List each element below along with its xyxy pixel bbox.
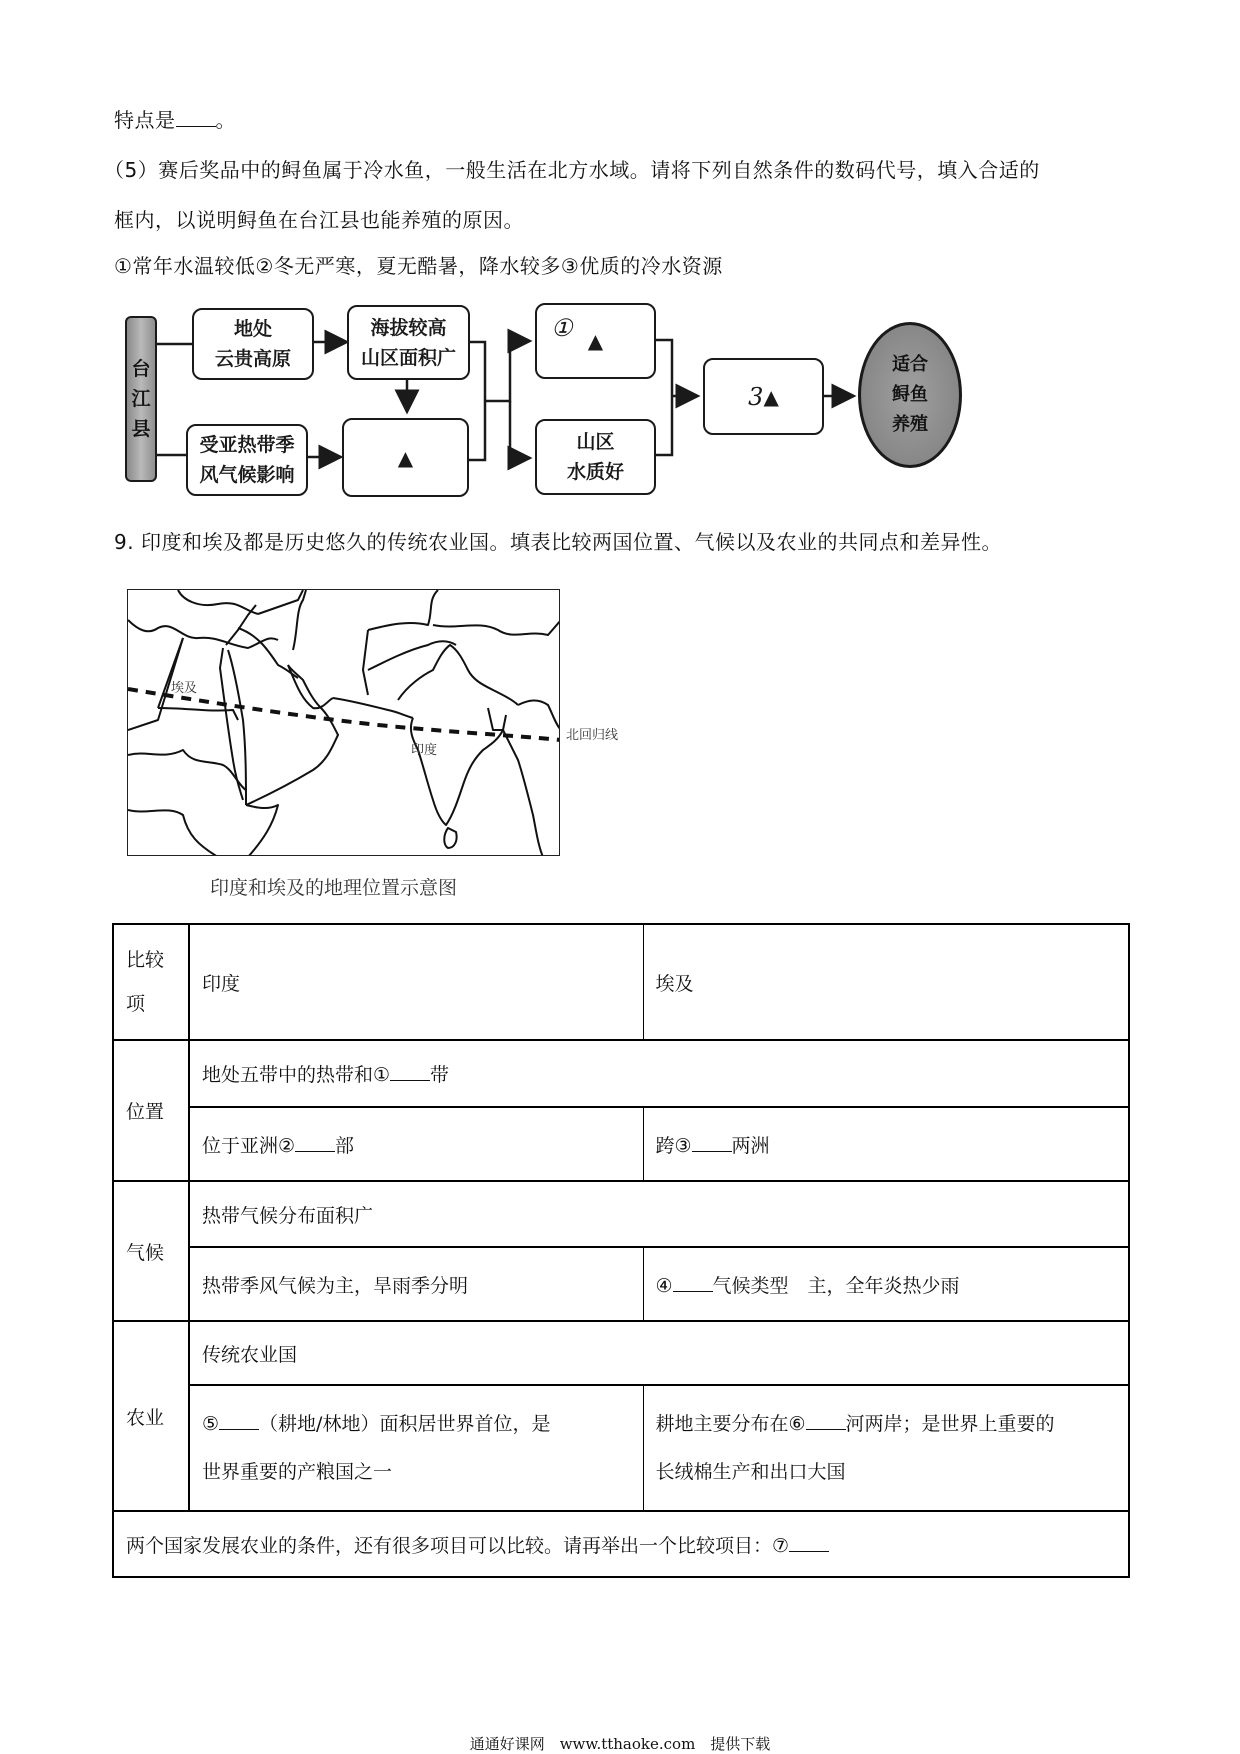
sinai bbox=[226, 605, 256, 645]
connector-altitude-right bbox=[469, 342, 485, 460]
cell-text: 两个国家发展农业的条件，还有很多项目可以比较。请再举出一个比较项目：⑦ bbox=[126, 1534, 790, 1557]
table-row-agriculture-diff bbox=[113, 1385, 1129, 1511]
box-text: 海拔较高 bbox=[370, 316, 447, 339]
bangladesh bbox=[488, 708, 506, 730]
connector-split-lower bbox=[510, 401, 530, 458]
cell-extra-item bbox=[113, 1511, 1129, 1577]
cell-text: 河两岸；是世界上重要的 bbox=[845, 1413, 1055, 1435]
box-plateau bbox=[192, 308, 314, 380]
cell-climate-common: 热带气候分布面积广 bbox=[189, 1181, 1129, 1247]
box-monsoon bbox=[186, 424, 308, 496]
cell-text: 两洲 bbox=[731, 1134, 770, 1157]
table-row-location-diff bbox=[113, 1107, 1129, 1181]
answer-blank-4[interactable] bbox=[673, 1273, 713, 1292]
header-india: 印度 bbox=[189, 924, 643, 1040]
connector-split bbox=[485, 341, 530, 401]
answer-blank-2[interactable] bbox=[295, 1133, 335, 1152]
cell-climate-egypt bbox=[643, 1247, 1129, 1321]
question-9-prompt: 9. 印度和埃及都是历史悠久的传统农业国。填表比较两国位置、气候以及农业的共同点和差异性。 bbox=[114, 530, 1002, 554]
page-footer: 通通好课网 www.tthaoke.com 提供下载 bbox=[469, 1735, 771, 1753]
county-label-box bbox=[125, 316, 157, 482]
border-africa-south bbox=[128, 810, 218, 856]
table-row-climate-common bbox=[113, 1181, 1129, 1247]
coastline-north-africa bbox=[128, 620, 278, 648]
border-india-north bbox=[398, 645, 518, 705]
table-row-location-common bbox=[113, 1040, 1129, 1107]
question-5-line-1: （5）赛后奖品中的鲟鱼属于冷水鱼，一般生活在北方水域。请将下列自然条件的数码代号，填入合适的 bbox=[104, 158, 1040, 182]
box-text: 水质好 bbox=[566, 461, 624, 483]
row-label-location: 位置 bbox=[113, 1040, 189, 1181]
box-text: 风气候影响 bbox=[199, 464, 295, 486]
triangle-marker-icon: ▲ bbox=[397, 445, 414, 470]
cell-climate-india: 热带季风气候为主，旱雨季分明 bbox=[189, 1247, 643, 1321]
map-outline bbox=[128, 590, 560, 856]
comparison-table bbox=[112, 923, 1130, 1578]
triangle-marker-icon: ▲ bbox=[763, 384, 779, 409]
border-iran-east bbox=[363, 630, 368, 695]
options-list: ①常年水温较低②冬无严寒，夏无酷暑，降水较多③优质的冷水资源 bbox=[114, 254, 723, 278]
border-arabia-north bbox=[238, 628, 298, 678]
answer-blank-6[interactable] bbox=[806, 1411, 846, 1430]
text: 。 bbox=[215, 108, 236, 132]
box-answer-one[interactable] bbox=[535, 303, 656, 379]
box-blank-answer[interactable] bbox=[342, 418, 469, 497]
table-row-extra-item bbox=[113, 1511, 1129, 1577]
cell-location-common bbox=[189, 1040, 1129, 1107]
result-text: 适合 bbox=[892, 354, 928, 375]
row-label-climate: 气候 bbox=[113, 1181, 189, 1321]
box-altitude bbox=[347, 305, 470, 380]
myanmar-coast bbox=[503, 730, 543, 856]
handwritten-mark: ① bbox=[551, 314, 573, 342]
horn-africa bbox=[246, 805, 278, 856]
border-myanmar bbox=[518, 700, 560, 730]
table-header-row bbox=[113, 924, 1129, 1040]
row-label-agriculture: 农业 bbox=[113, 1321, 189, 1511]
handwritten-mark: 3 bbox=[748, 382, 764, 411]
box-text: 受亚热带季 bbox=[199, 434, 295, 456]
answer-blank-3[interactable] bbox=[692, 1133, 732, 1152]
box-text: 山区 bbox=[576, 431, 615, 453]
cell-text: ④ bbox=[655, 1274, 673, 1297]
header-compare-item bbox=[113, 924, 189, 1040]
answer-blank-5[interactable] bbox=[219, 1411, 259, 1430]
cell-text: 部 bbox=[335, 1134, 355, 1157]
box-water-quality bbox=[535, 419, 656, 495]
coastline-med-north bbox=[178, 590, 258, 614]
result-text: 养殖 bbox=[892, 414, 928, 435]
header-egypt: 埃及 bbox=[643, 924, 1129, 1040]
cell-text: 世界重要的产粮国之一 bbox=[202, 1461, 393, 1483]
answer-blank-1[interactable] bbox=[390, 1062, 430, 1081]
border-china bbox=[433, 620, 560, 635]
table-row-agriculture-common bbox=[113, 1321, 1129, 1385]
cell-text: （耕地/林地）面积居世界首位，是 bbox=[259, 1413, 551, 1435]
coastline-arabia bbox=[246, 665, 338, 805]
county-char: 县 bbox=[131, 418, 151, 440]
cell-location-india bbox=[189, 1107, 643, 1181]
text: 特点是 bbox=[114, 108, 176, 132]
sri-lanka bbox=[444, 828, 456, 848]
cell-agriculture-india bbox=[189, 1385, 643, 1511]
cell-text: 比较项 bbox=[126, 949, 165, 1015]
box-text: 云贵高原 bbox=[214, 348, 291, 370]
question-5-line-2: 框内，以说明鲟鱼在台江县也能养殖的原因。 bbox=[114, 208, 524, 232]
county-char: 台 bbox=[131, 358, 151, 380]
border-pakistan bbox=[368, 641, 456, 670]
answer-blank-7[interactable] bbox=[789, 1533, 829, 1552]
cell-location-egypt bbox=[643, 1107, 1129, 1181]
answer-blank[interactable] bbox=[176, 108, 216, 127]
cell-text: 长绒棉生产和出口大国 bbox=[655, 1461, 846, 1483]
connector-merge bbox=[656, 340, 672, 455]
result-oval bbox=[858, 322, 962, 468]
table-row-climate-diff bbox=[113, 1247, 1129, 1321]
county-char: 江 bbox=[131, 388, 151, 410]
map-label-tropic-of-cancer: 北回归线 bbox=[566, 728, 619, 743]
box-text: 地处 bbox=[233, 318, 272, 340]
border-ethiopia bbox=[128, 750, 246, 790]
cell-text: 位于亚洲② bbox=[202, 1134, 296, 1157]
map-label-india: 印度 bbox=[411, 743, 438, 758]
border-iraq bbox=[258, 590, 303, 614]
cell-text: 跨③ bbox=[655, 1134, 692, 1157]
cell-text: 气候类型 主，全年炎热少雨 bbox=[712, 1274, 960, 1297]
map-india-egypt bbox=[127, 589, 560, 856]
map-label-egypt: 埃及 bbox=[171, 681, 198, 696]
cell-text: 地处五带中的热带和① bbox=[202, 1064, 391, 1086]
box-answer-three[interactable] bbox=[703, 358, 824, 435]
cell-text: 带 bbox=[430, 1064, 450, 1086]
border-afghan bbox=[368, 590, 438, 630]
cell-agriculture-egypt bbox=[643, 1385, 1129, 1511]
answer-line-feature bbox=[114, 108, 236, 132]
tropic-of-cancer-line bbox=[128, 689, 560, 740]
cell-text: 耕地主要分布在⑥ bbox=[655, 1413, 806, 1435]
box-text: 山区面积广 bbox=[360, 346, 456, 369]
cell-agriculture-common: 传统农业国 bbox=[189, 1321, 1129, 1385]
map-caption: 印度和埃及的地理位置示意图 bbox=[210, 877, 458, 899]
nile-red-sea-west bbox=[220, 648, 243, 800]
result-text: 鲟鱼 bbox=[892, 384, 928, 405]
coastline-iran bbox=[333, 698, 413, 718]
triangle-marker-icon: ▲ bbox=[587, 329, 604, 353]
cell-text: ⑤ bbox=[202, 1413, 220, 1435]
